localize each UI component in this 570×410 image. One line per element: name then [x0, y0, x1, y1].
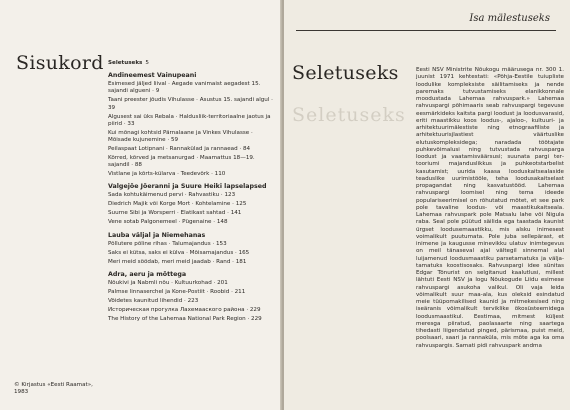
toc-section-heading: Lauba väljal ja Niemehanas: [108, 231, 206, 239]
toc-top: [108, 60, 276, 67]
toc-section-heading: Andineemest Vainupeani: [108, 72, 197, 80]
toc-entry: Nõukivi ja Nabmli nõu · Kultuurkohad · 201: [108, 279, 228, 286]
toc-section: [108, 232, 276, 266]
toc-entry: Diedrich Majik või Korge Mort · Kohtelamine · 125: [108, 201, 247, 208]
toc-entry: Algusest sai üks Rebala · Haldusliik-territoriaalne jaotus ja piirid · 33: [108, 113, 271, 127]
toc-entry-title: Seletuseks: [108, 60, 143, 66]
left-page: [0, 0, 282, 410]
colophon: © Kirjastus «Eesti Raamat», 1983: [14, 382, 93, 396]
toc-entry: Vene sotab Palgonemeel · Pügenaine · 148: [108, 219, 228, 226]
toc-heading: Sisukord: [16, 52, 104, 74]
toc-entry: Kõrred, kõrved ja metsanurgad · Maamattus 18—19. sajandil · 88: [108, 155, 255, 169]
toc-entry: Taani preester jõudis Vihulasse · Asustus 15. sajandi algul · 39: [108, 97, 273, 111]
toc-entry: Saks ei kütsa, saks ei külva · Mõisamajandus · 165: [108, 249, 250, 256]
toc-sections: [108, 72, 276, 323]
toc-section: [108, 271, 276, 323]
toc-section: [108, 183, 276, 226]
toc-entry: Suurne Sibi ja Worsperri · Elatikast sahtad · 141: [108, 210, 242, 217]
toc-entry: Esimesed jäljed liival · Aegade vanimaist aegadest 15. sajandi algueni · 9: [108, 81, 261, 95]
toc-entry: The History of the Lahemaa National Park Region · 229: [108, 315, 262, 322]
toc-entry: Võidetes kaunitud lihendid · 223: [108, 297, 199, 304]
faded-heading: Seletuseks: [292, 104, 406, 126]
toc-entry: Peilaspaat Lotipnani · Rannakülad ja rannaead · 84: [108, 146, 251, 153]
toc-entry: Põllutere põline rihas · Talumajandus · 153: [108, 240, 227, 247]
toc-entry: Vistlane ja kõrts-külarva · Teedevõrk · 110: [108, 171, 226, 178]
toc-entry: Kui mõnagi kohtsid Pärnalaane ja Vinkes Vihulasse · Mõisade kujunemine · 59: [108, 129, 253, 144]
toc-entry: Sada kohtukäimenud pervi · Rahvastiku · 123: [108, 192, 236, 199]
toc-entry: Историческая прогулка Лахемааского района · 229: [108, 306, 261, 313]
preface-heading: Seletuseks: [292, 62, 399, 84]
preface-body: Eesti NSV Ministrite Nõukogu määrusega nr. 300 1. juunist 1971 kehtestati: «Põhja-Eestile tuiupliste loodulike kompleksiste säilitamiseks ja nende paremaks tutvustamiseks elanikkonnale moodustada Lahemaa rahvuspark.» Lahemaa rahvuspargi põhimaaris seab rahvuspargi tegevuse eesmärkideks kaitsta pargi loodust ja loodusvarasid, eriti maastikku koos loodus-, ajaloo-, kultuuri- ja arhitektuurimälestiste ning etnograafiliste ja arhitektuurisjlastiest väärtuslike elutuskompleksidega; naradada töötajate puhkevõimalusi ning tutvustada rahvusparga loodust ja vaatamisväärsusi; suunata pargi tertooriumi majanduslikkus ja puhkeotstarbelist kasutamist; uurida kaasa looduskaitsealaside teaduslike uurimistööle, teha loodusakaitselast propagandat ning kasvatustööd. Lahemaa rahvuspargi loomisel ning tema ideede populariseerimisel on rõhutatud mõtet, et see park pole tavaline loodus- või maastikukaitseala. Lahemaa rahvuspark pole Matsalu lahe või Nigula raba. Seal pole püütud säilida ega taastada kaunist ürgset loodusemaastikku, mis alsku inimesest voimalikult puutumata. Pole juba sellepärast, et inimene ja kaugusse minevikku ulatuv inimtegevus on meil tänaseval ajal vältegil sinnemal alal luijamenud loodusmaastiku parsetamatuks ja väljatamatuks koostisosaks. Rahvuspargi idee sünitas Edgar Tõnurist on selgitanud kaalutlusi, millest lähtuti Eesti NSV ja logu Nõukogude Liidu esimese rahvuspargi asukoha valikul. Oli vaja leida võimalikult suur maa-ala, kus oleksid esindatud meie tüüpomakilised kaunid ja mitmekesised ning iseäranis võimalikult terviklike ökosüsteemidega loodusmaastikul. Eestimaa, mitmest küljest meresga piiratud, paolasaarte ning saartega tihedasti liigendatud pinged, pärismaa, puist meid, poolsaari, saari ja rannaküla, mis mõte aga ka oma rahvuspargis. Samati pidi rahvuspark andma: [416, 67, 564, 349]
toc-entry-page: 5: [145, 60, 149, 66]
header-rule: [296, 30, 556, 31]
toc-section: [108, 72, 276, 178]
toc-entry: Meri meid söödab, meri meid jaadab · Rand · 181: [108, 258, 247, 265]
toc-entry: Palmse linnaserchel ja Kone-Postiit · Roobid · 211: [108, 288, 246, 295]
table-of-contents: [108, 60, 276, 325]
toc-section-heading: Adra, aeru ja mõttega: [108, 270, 187, 278]
toc-section-heading: Valgejõe Jõeranni ja Suure Heiki lapselapsed: [108, 183, 267, 191]
toc-entry: [108, 60, 276, 67]
running-head: Isa mälestuseks: [469, 13, 550, 24]
